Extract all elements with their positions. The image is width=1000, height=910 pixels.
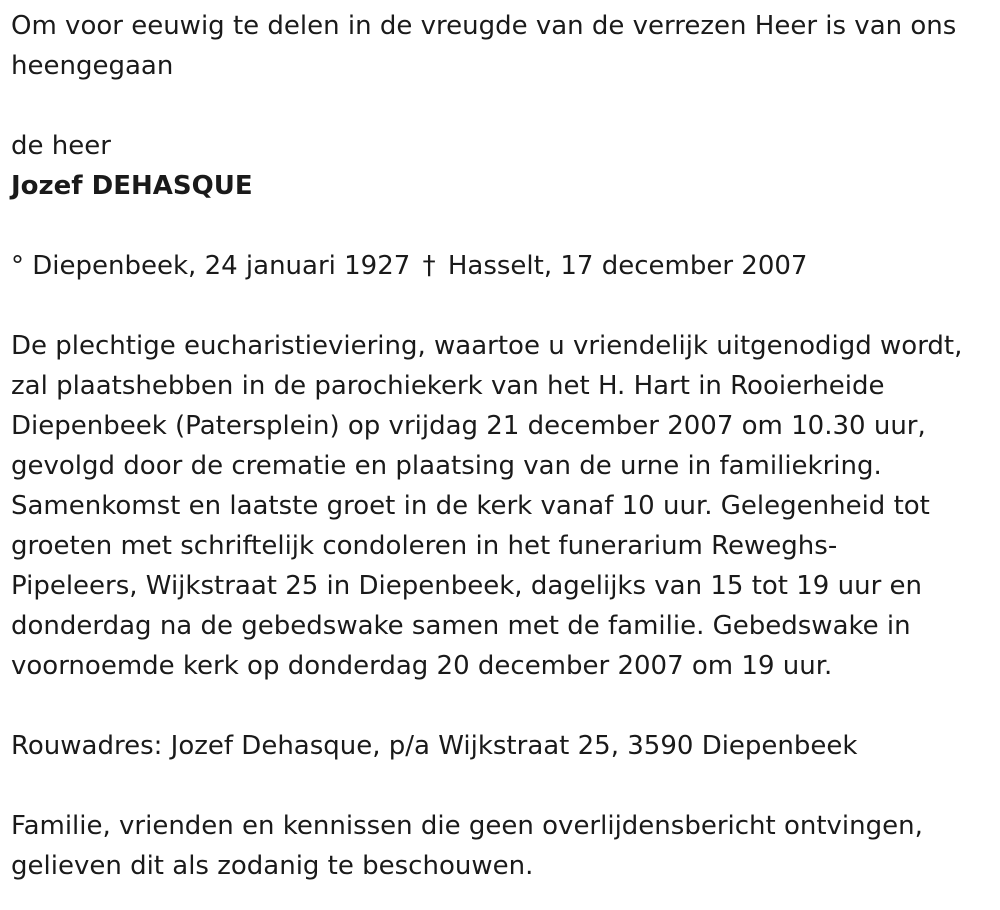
ceremony-line: gevolgd door de crematie en plaatsing van de urne in familiekring. — [11, 451, 882, 481]
intro-line: heengegaan — [11, 51, 174, 81]
dates-line — [11, 246, 996, 286]
spacer — [11, 86, 996, 126]
ceremony-line: Samenkomst en laatste groet in de kerk vanaf 10 uur. Gelegenheid tot — [11, 491, 930, 521]
ceremony-line: De plechtige eucharistieviering, waartoe u vriendelijk uitgenodigd wordt, — [11, 331, 963, 361]
cross-icon: † — [422, 251, 436, 281]
ceremony-line: Diepenbeek (Patersplein) op vrijdag 21 december 2007 om 10.30 uur, — [11, 411, 926, 441]
ceremony-paragraph — [11, 326, 996, 686]
spacer — [11, 206, 996, 246]
closing-paragraph — [11, 806, 996, 886]
title-prefix: de heer — [11, 131, 111, 161]
spacer — [11, 286, 996, 326]
ceremony-line: donderdag na de gebedswake samen met de familie. Gebedswake in — [11, 611, 911, 641]
mourning-address: Rouwadres: Jozef Dehasque, p/a Wijkstraat 25, 3590 Diepenbeek — [11, 731, 858, 761]
spacer — [11, 686, 996, 726]
death-info: Hasselt, 17 december 2007 — [447, 251, 808, 281]
intro-line: Om voor eeuwig te delen in de vreugde van de verrezen Heer is van ons — [11, 11, 957, 41]
ceremony-line: groeten met schriftelijk condoleren in het funerarium Reweghs- — [11, 531, 838, 561]
spacer — [11, 766, 996, 806]
ceremony-line: voornoemde kerk op donderdag 20 december 2007 om 19 uur. — [11, 651, 833, 681]
deceased-name: Jozef DEHASQUE — [11, 171, 253, 201]
ceremony-line: zal plaatshebben in de parochiekerk van het H. Hart in Rooierheide — [11, 371, 885, 401]
closing-line: gelieven dit als zodanig te beschouwen. — [11, 851, 534, 881]
ceremony-line: Pipeleers, Wijkstraat 25 in Diepenbeek, dagelijks van 15 tot 19 uur en — [11, 571, 923, 601]
birth-info: ° Diepenbeek, 24 januari 1927 — [11, 251, 411, 281]
obituary-notice — [11, 6, 996, 886]
intro-paragraph — [11, 6, 996, 86]
closing-line: Familie, vrienden en kennissen die geen overlijdensbericht ontvingen, — [11, 811, 923, 841]
